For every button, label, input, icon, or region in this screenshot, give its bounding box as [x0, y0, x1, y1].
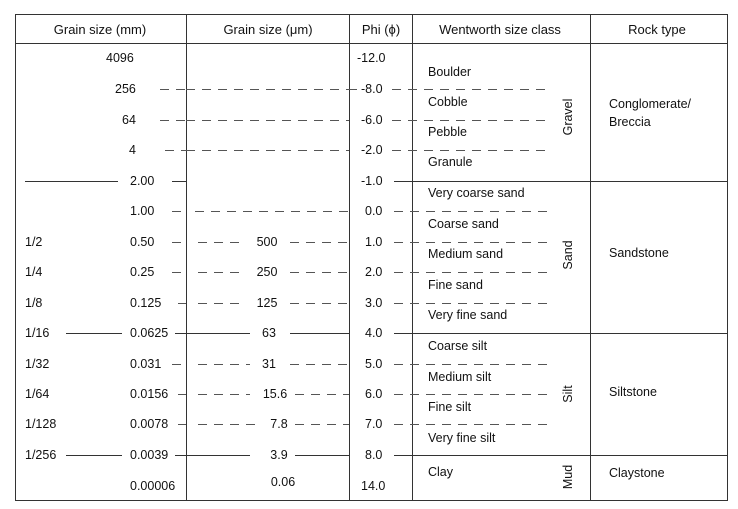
header-grain-size-mm: Grain size (mm)	[53, 22, 147, 37]
fraction-1-128: 1/128	[25, 417, 57, 431]
mm-value: 0.50	[130, 235, 155, 249]
class-granule: Granule	[428, 155, 473, 169]
um-value: 250	[256, 265, 278, 279]
fraction-1-16: 1/16	[25, 326, 50, 340]
class-pebble: Pebble	[428, 125, 467, 139]
class-boulder: Boulder	[428, 65, 472, 79]
mm-value: 4096	[106, 51, 134, 65]
phi-value: 0.0	[365, 204, 383, 218]
phi-value: 1.0	[365, 235, 383, 249]
class-very-coarse-sand: Very coarse sand	[428, 186, 525, 200]
class-medium-silt: Medium silt	[428, 370, 492, 384]
um-value: 500	[256, 235, 278, 249]
um-value: 15.6	[262, 387, 288, 401]
class-very-fine-sand: Very fine sand	[428, 308, 508, 322]
rock-types	[609, 97, 692, 480]
fraction-1-32: 1/32	[25, 357, 50, 371]
class-clay: Clay	[428, 465, 454, 479]
phi-value: -8.0	[361, 82, 383, 96]
table-header	[54, 22, 686, 37]
fraction-1-256: 1/256	[25, 448, 57, 462]
rock-breccia: Breccia	[609, 115, 651, 129]
class-very-fine-silt: Very fine silt	[428, 431, 496, 445]
phi-value: 7.0	[365, 417, 383, 431]
phi-value: 4.0	[365, 326, 383, 340]
class-coarse-silt: Coarse silt	[428, 339, 488, 353]
phi-value: -2.0	[361, 143, 383, 157]
phi-value: 6.0	[365, 387, 383, 401]
mm-value: 0.0039	[130, 448, 169, 462]
mm-value: 2.00	[130, 174, 155, 188]
um-value: 63	[262, 326, 276, 340]
mm-value: 0.031	[130, 357, 162, 371]
mm-value: 0.0078	[130, 417, 169, 431]
header-rock-type: Rock type	[628, 22, 686, 37]
mm-value: 0.25	[130, 265, 155, 279]
class-cobble: Cobble	[428, 95, 468, 109]
header-wentworth-class: Wentworth size class	[439, 22, 561, 37]
group-silt: Silt	[561, 385, 575, 403]
class-fine-silt: Fine silt	[428, 400, 472, 414]
rock-siltstone: Siltstone	[609, 385, 657, 399]
mm-value: 4	[129, 143, 136, 157]
phi-value: 3.0	[365, 296, 383, 310]
mm-column	[106, 51, 175, 493]
phi-value: 8.0	[365, 448, 383, 462]
um-value: 3.9	[270, 448, 288, 462]
fraction-1-64: 1/64	[25, 387, 50, 401]
class-fine-sand: Fine sand	[428, 278, 483, 292]
rock-sandstone: Sandstone	[609, 246, 669, 260]
mm-value: 0.00006	[130, 479, 176, 493]
phi-value: -1.0	[361, 174, 383, 188]
header-grain-size-um: Grain size (μm)	[223, 22, 313, 37]
mm-value: 0.125	[130, 296, 162, 310]
class-groups	[561, 99, 575, 490]
phi-value: 5.0	[365, 357, 383, 371]
class-medium-sand: Medium sand	[428, 247, 504, 261]
phi-value: -6.0	[361, 113, 383, 127]
header-phi: Phi (ϕ)	[361, 22, 401, 37]
fraction-column	[25, 235, 56, 462]
um-column	[257, 235, 296, 489]
mm-value: 0.0156	[130, 387, 169, 401]
mm-value: 0.0625	[130, 326, 169, 340]
mm-value: 256	[115, 82, 136, 96]
rock-conglomerate: Conglomerate/	[609, 97, 691, 111]
fraction-1-2: 1/2	[25, 235, 43, 249]
class-coarse-sand: Coarse sand	[428, 217, 499, 231]
phi-value: -12.0	[357, 51, 386, 65]
um-value: 7.8	[270, 417, 288, 431]
um-value: 125	[256, 296, 278, 310]
um-value: 0.06	[270, 475, 296, 489]
rock-claystone: Claystone	[609, 466, 665, 480]
group-gravel: Gravel	[561, 98, 575, 136]
phi-column	[357, 51, 386, 493]
mm-value: 64	[122, 113, 136, 127]
um-value: 31	[262, 357, 276, 371]
mm-value: 1.00	[130, 204, 155, 218]
fraction-1-8: 1/8	[25, 296, 43, 310]
group-sand: Sand	[561, 240, 575, 270]
phi-value: 2.0	[365, 265, 383, 279]
phi-value: 14.0	[361, 479, 386, 493]
fraction-1-4: 1/4	[25, 265, 43, 279]
group-mud: Mud	[561, 464, 575, 490]
